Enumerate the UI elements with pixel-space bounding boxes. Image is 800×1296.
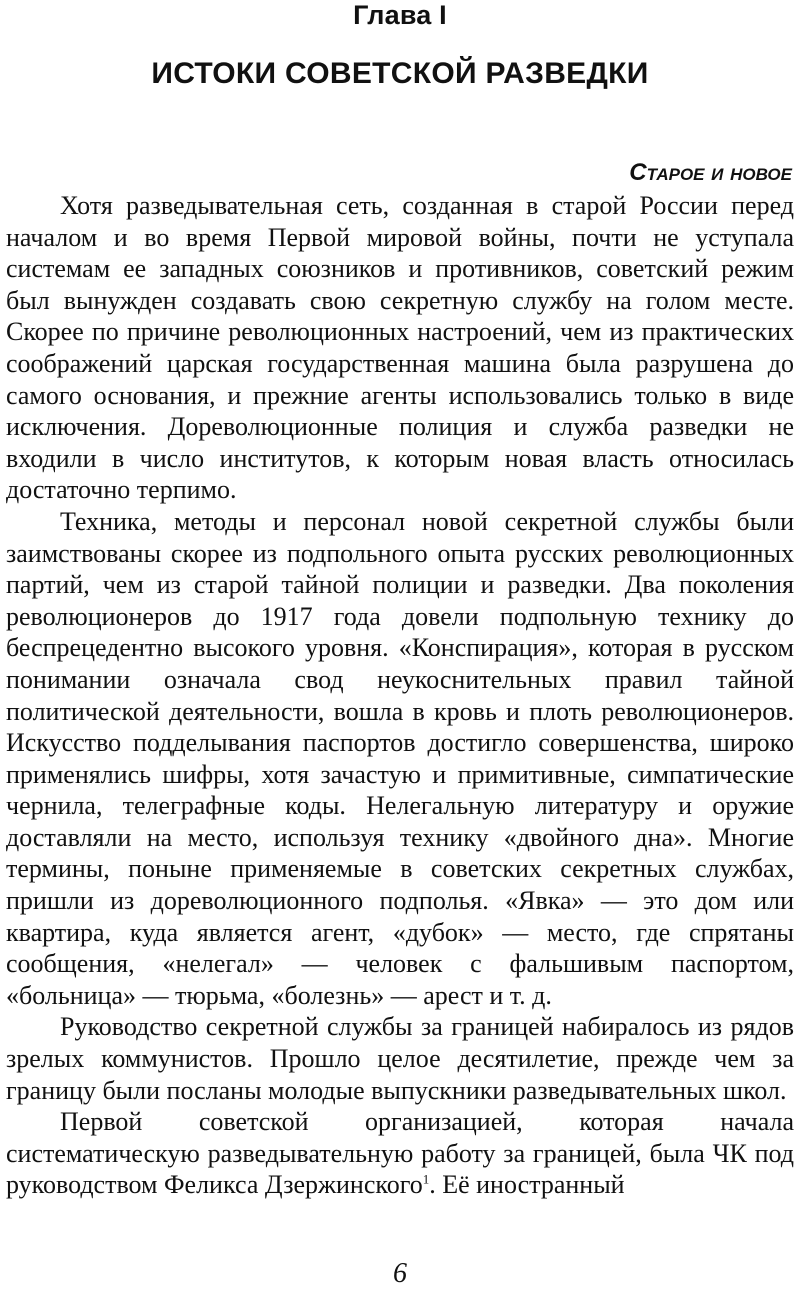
paragraph: Руководство секретной службы за границей набиралось из рядов зрелых коммунистов. Прошло целое десятилетие, прежде чем за границу были посланы молодые выпускники разведывательных школ. — [6, 1012, 794, 1105]
paragraph-text: Первой советской организацией, которая начала систематическую разведывательную работу за границей, была ЧК под руководством Феликса Дзержинского — [6, 1107, 794, 1200]
body-text — [6, 190, 794, 1201]
page-number: 6 — [393, 1258, 407, 1289]
paragraph-text-continued: . Её иностранный — [429, 1170, 625, 1200]
section-title: Старое и новое — [629, 159, 792, 186]
footnote-ref[interactable]: 1 — [422, 1171, 430, 1187]
chapter-title: ИСТОКИ СОВЕТСКОЙ РАЗВЕДКИ — [151, 57, 649, 90]
paragraph-last — [6, 1106, 794, 1201]
chapter-label: Глава I — [353, 0, 447, 30]
paragraph: Техника, методы и персонал новой секретной службы были заимствованы скорее из подпольного опыта русских революционных партий, чем из старой тайной полиции и разведки. Два поколения революционеров до 1917 года довели подпольную технику до беспрецедентно высокого уровня. «Конспирация», которая в русском понимании означала свод неукоснительных правил тайной политической деятельности, вошла в кровь и плоть революционеров. Искусство подделывания паспортов достигло совершенства, широко применялись шифры, хотя зачастую и примитивные, симпатические чернила, телеграфные коды. Нелегальную литературу и оружие доставляли на место, используя технику «двойного дна». Многие термины, поныне применяемые в советских секретных службах, пришли из дореволюционного подполья. «Явка» — это дом или квартира, куда является агент, «дубок» — место, где спрятаны сообщения, «нелегал» — человек с фальшивым паспортом, «больница» — тюрьма, «болезнь» — арест и т. д. — [6, 506, 794, 1010]
paragraph: Хотя разведывательная сеть, созданная в старой России перед началом и во время Первой мировой войны, почти не уступала системам ее западных союзников и противников, советский режим был вынужден создавать свою секретную службу на голом месте. Скорее по причине революционных настроений, чем из практических соображений царская государственная машина была разрушена до самого основания, и прежние агенты использовались только в виде исключения. Дореволюционные полиция и служба разведки не входили в число институтов, к которым новая власть относилась достаточно терпимо. — [6, 191, 794, 505]
